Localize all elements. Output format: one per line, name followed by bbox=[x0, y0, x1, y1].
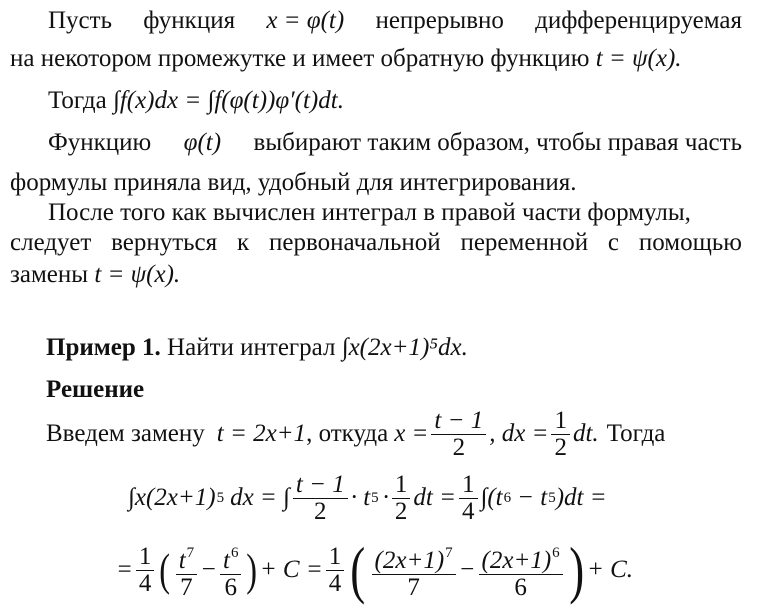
formula-phi-t: φ(t) bbox=[183, 129, 222, 156]
paragraph-4-line-1 bbox=[48, 198, 742, 228]
formula-substitution: t = 2x+1 bbox=[216, 420, 307, 447]
formula-line-1 bbox=[128, 466, 607, 530]
fraction-denominator: 7 bbox=[407, 573, 420, 601]
formula-part: ∫x(2x+1) bbox=[128, 484, 216, 511]
fraction-numerator: t bbox=[223, 546, 230, 574]
fraction-denominator: 6 bbox=[224, 573, 237, 601]
word: непрерывно bbox=[375, 7, 504, 34]
word: дифференцируемая bbox=[535, 7, 742, 34]
fraction-x bbox=[431, 408, 486, 461]
example-1-line bbox=[46, 333, 758, 363]
formula-substitution-rule: ∫f(x)dx = ∫f(φ(t))φ′(t)dt. bbox=[112, 87, 344, 114]
word: к bbox=[237, 229, 250, 256]
exponent: 6 bbox=[503, 489, 512, 506]
formula-example-integral: ∫x(2x+1)⁵dx. bbox=[341, 334, 468, 361]
fraction bbox=[326, 544, 345, 597]
fraction-numerator: t − 1 bbox=[293, 472, 348, 499]
text: Тогда bbox=[606, 420, 666, 447]
fraction-denominator: 2 bbox=[394, 497, 408, 525]
text: , откуда bbox=[306, 420, 389, 447]
fraction-denominator: 4 bbox=[328, 569, 342, 597]
formula-t-psi-x: t = ψ(x). bbox=[595, 45, 682, 72]
formula-part: − bbox=[200, 556, 218, 583]
formula-part: dx = ∫ bbox=[230, 484, 290, 511]
fraction bbox=[176, 540, 197, 601]
formula-part: + C = bbox=[259, 556, 323, 583]
fraction bbox=[459, 472, 478, 525]
fraction-numerator: t − 1 bbox=[431, 408, 486, 435]
fraction-denominator: 7 bbox=[180, 573, 193, 601]
fraction-numerator: t bbox=[178, 546, 186, 574]
text: После того как вычислен интеграл в правой части формулы, bbox=[48, 199, 691, 226]
exponent: 7 bbox=[445, 544, 453, 561]
formula-part: dt = bbox=[413, 484, 456, 511]
exponent: 5 bbox=[216, 489, 225, 506]
formula-t-psi-x: t = ψ(x). bbox=[94, 261, 181, 288]
text: Введем замену bbox=[46, 420, 205, 447]
formula-dt: dt. bbox=[572, 420, 599, 447]
word: функция bbox=[143, 7, 236, 34]
text: формулы приняла вид, удобный для интегрирования. bbox=[10, 169, 577, 196]
exponent: 5 bbox=[548, 489, 556, 506]
exponent: 7 bbox=[186, 544, 195, 561]
formula-line-2 bbox=[116, 534, 633, 606]
word: Пусть bbox=[48, 7, 112, 34]
formula-part: · t bbox=[350, 484, 371, 511]
fraction bbox=[293, 472, 348, 525]
fraction-numerator: (2x+1) bbox=[481, 546, 552, 574]
exponent: 6 bbox=[552, 544, 560, 561]
paragraph-1-line-1 bbox=[48, 6, 742, 36]
solution-heading: Решение bbox=[46, 376, 145, 403]
left-paren: ( bbox=[159, 544, 171, 595]
left-paren: ( bbox=[350, 534, 366, 605]
text: Тогда bbox=[48, 87, 107, 114]
example-label: Пример 1. bbox=[46, 334, 161, 361]
fraction-numerator: 1 bbox=[136, 544, 155, 571]
fraction-denominator: 2 bbox=[452, 433, 466, 461]
paragraph-1-line-2 bbox=[10, 44, 742, 74]
text: выбирают таким образом, чтобы правая часть bbox=[253, 129, 742, 156]
right-paren: ) bbox=[246, 544, 258, 595]
fraction-denominator: 2 bbox=[314, 497, 327, 525]
fraction-dx bbox=[551, 408, 570, 461]
fraction-denominator: 4 bbox=[462, 497, 475, 525]
exponent: 5 bbox=[371, 489, 379, 506]
formula-part: − t bbox=[517, 484, 548, 511]
paragraph-2 bbox=[48, 86, 758, 116]
fraction-numerator: 1 bbox=[392, 472, 411, 499]
text: на некотором промежутке и имеет обратную функцию bbox=[10, 45, 590, 72]
paragraph-3-line-2 bbox=[10, 168, 742, 198]
formula-x-phi-t: x = φ(t) bbox=[266, 7, 345, 34]
formula-part: ∫(t bbox=[480, 484, 503, 511]
paragraph-4-line-2 bbox=[10, 228, 742, 258]
fraction-denominator: 2 bbox=[554, 433, 567, 461]
formula-x-equals: x = bbox=[394, 420, 429, 447]
formula-dx-equals: , dx = bbox=[489, 420, 549, 447]
fraction-numerator: 1 bbox=[459, 472, 478, 499]
paragraph-4-line-3 bbox=[10, 260, 742, 290]
text: замены bbox=[10, 261, 89, 288]
solution-line-1 bbox=[46, 402, 665, 466]
word: вернуться bbox=[111, 229, 218, 256]
fraction bbox=[136, 544, 155, 597]
fraction bbox=[392, 472, 411, 525]
text: Функцию bbox=[48, 129, 152, 156]
formula-part: · bbox=[382, 484, 389, 511]
fraction bbox=[372, 540, 456, 601]
text: Найти интеграл bbox=[167, 334, 336, 361]
formula-part: )dt = bbox=[555, 484, 607, 511]
formula-part: − bbox=[458, 556, 476, 583]
word: следует bbox=[10, 229, 92, 256]
word: первоначальной bbox=[269, 229, 441, 256]
word: помощью bbox=[638, 229, 742, 256]
fraction-numerator: 1 bbox=[326, 544, 345, 571]
fraction-numerator: (2x+1) bbox=[374, 546, 445, 574]
fraction bbox=[220, 540, 241, 601]
fraction-denominator: 6 bbox=[514, 573, 527, 601]
word: с bbox=[607, 229, 620, 256]
right-paren: ) bbox=[568, 534, 584, 605]
exponent: 6 bbox=[230, 544, 239, 561]
fraction-denominator: 4 bbox=[138, 569, 152, 597]
formula-part: = bbox=[116, 556, 133, 583]
fraction bbox=[479, 540, 563, 601]
word: переменной bbox=[460, 229, 589, 256]
formula-part: + C. bbox=[586, 556, 634, 583]
paragraph-3-line-1 bbox=[48, 128, 742, 158]
fraction-numerator: 1 bbox=[551, 408, 570, 435]
